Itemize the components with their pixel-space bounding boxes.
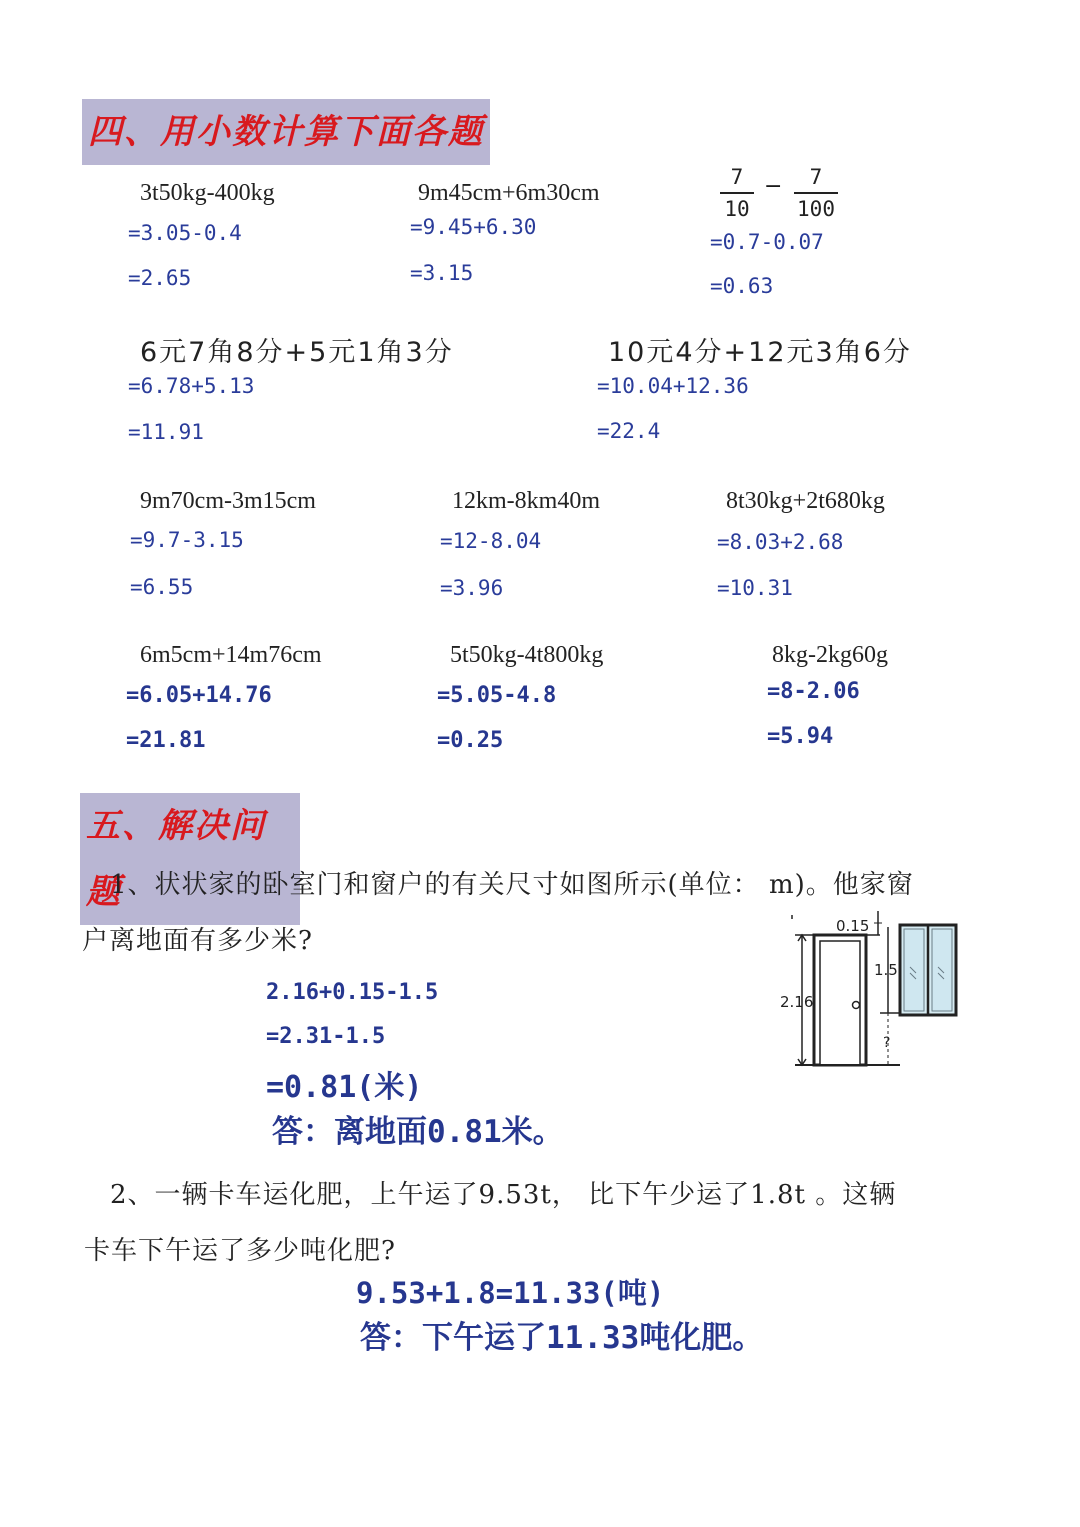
step2-r3c3: =10.31 xyxy=(717,576,793,600)
q2-answer: 答：下午运了11.33吨化肥。 xyxy=(360,1320,764,1356)
step1-r1c2: =9.45+6.30 xyxy=(410,215,537,239)
step2-r2c2: =22.4 xyxy=(597,419,661,443)
step1-r3c2: =12-8.04 xyxy=(440,529,542,553)
step1-r1c3: =0.7-0.07 xyxy=(710,230,824,254)
fraction-denominator: 100 xyxy=(797,197,835,221)
label-unknown: ? xyxy=(883,1035,891,1051)
step2-r4c3: =5.94 xyxy=(767,724,834,749)
problem-r2c2: 10元4分+12元3角6分 xyxy=(608,337,912,368)
fraction-denominator: 10 xyxy=(724,197,750,221)
q1-step1: 2.16+0.15-1.5 xyxy=(266,980,439,1005)
step2-r3c1: =6.55 xyxy=(130,575,194,599)
q2-text-line2: 卡车下午运了多少吨化肥? xyxy=(84,1236,396,1266)
step1-r2c1: =6.78+5.13 xyxy=(128,374,255,398)
q2-step1: 9.53+1.8=11.33(吨) xyxy=(356,1276,665,1310)
problem-r3c3: 8t30kg+2t680kg xyxy=(726,488,885,514)
label-window-height: 1.5 xyxy=(874,961,898,979)
step1-r3c3: =8.03+2.68 xyxy=(717,530,844,554)
step2-r1c3: =0.63 xyxy=(710,274,774,298)
window-pane-left xyxy=(904,929,924,1011)
problem-r1c2: 9m45cm+6m30cm xyxy=(418,180,600,206)
step2-r4c2: =0.25 xyxy=(437,728,504,753)
q1-step3: =0.81(米) xyxy=(266,1070,423,1105)
section-5-heading: 五、解决问题 xyxy=(80,793,300,925)
fraction-seven-tenths xyxy=(720,165,754,221)
fraction-numerator: 7 xyxy=(730,165,744,189)
problem-r3c1: 9m70cm-3m15cm xyxy=(140,488,316,514)
step2-r4c1: =21.81 xyxy=(126,728,206,753)
problem-r4c3: 8kg-2kg60g xyxy=(772,642,888,668)
q1-text-line1: 1、状状家的卧室门和窗户的有关尺寸如图所示(单位： m)。他家窗 xyxy=(110,870,914,900)
problem-r4c1: 6m5cm+14m76cm xyxy=(140,642,322,668)
q1-text-line2: 户离地面有多少米? xyxy=(82,926,313,956)
step1-r4c1: =6.05+14.76 xyxy=(126,683,272,708)
problem-r1c1: 3t50kg-400kg xyxy=(140,180,275,206)
window-pane-right xyxy=(932,929,952,1011)
fraction-numerator: 7 xyxy=(809,165,823,189)
step1-r2c2: =10.04+12.36 xyxy=(597,374,749,398)
step1-r3c1: =9.7-3.15 xyxy=(130,528,244,552)
step2-r1c1: =2.65 xyxy=(128,266,192,290)
step2-r1c2: =3.15 xyxy=(410,261,474,285)
step2-r3c2: =3.96 xyxy=(440,576,504,600)
section-4-heading: 四、用小数计算下面各题 xyxy=(82,99,490,165)
q1-answer: 答：离地面0.81米。 xyxy=(272,1114,564,1150)
fraction-bar xyxy=(720,192,754,194)
problem-r3c2: 12km-8km40m xyxy=(452,488,600,514)
fraction-seven-hundredths xyxy=(794,165,838,221)
step1-r4c2: =5.05-4.8 xyxy=(437,683,557,708)
label-door-height: 2.16 xyxy=(780,993,814,1011)
step1-r1c1: =3.05-0.4 xyxy=(128,221,242,245)
step2-r2c1: =11.91 xyxy=(128,420,204,444)
door-window-figure xyxy=(770,905,970,1075)
q2-text-line1: 2、一辆卡车运化肥，上午运了9.53t， 比下午少运了1.8t 。这辆 xyxy=(110,1180,897,1210)
q1-step2: =2.31-1.5 xyxy=(266,1024,386,1049)
minus-sign: − xyxy=(764,174,783,199)
problem-r4c2: 5t50kg-4t800kg xyxy=(450,642,604,668)
label-top-gap: 0.15 xyxy=(836,917,870,935)
step1-r4c3: =8-2.06 xyxy=(767,679,860,704)
problem-r2c1: 6元7角8分+5元1角3分 xyxy=(140,337,454,368)
fraction-bar xyxy=(794,192,838,194)
